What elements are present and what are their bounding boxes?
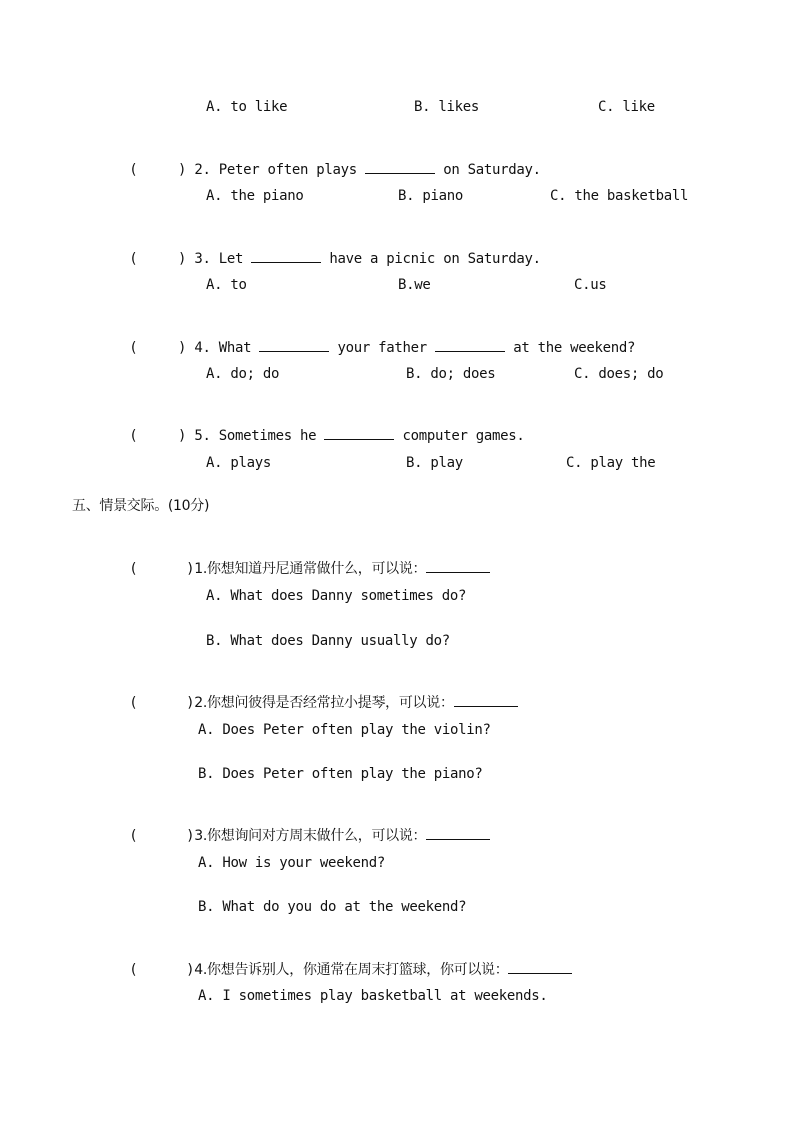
s3-option-a: A. How is your weekend? <box>198 855 385 871</box>
situation-1 <box>113 542 490 578</box>
question-text: What <box>218 340 252 356</box>
s2-option-b: B. Does Peter often play the piano? <box>198 766 483 782</box>
q2-option-b: B. piano <box>398 188 464 204</box>
answer-blank[interactable] <box>251 250 321 263</box>
answer-paren[interactable]: ( ) <box>129 162 187 178</box>
question-number: 5. <box>194 428 211 444</box>
question-3 <box>113 232 541 268</box>
question-text: Peter often plays <box>218 162 357 178</box>
q5-option-b: B. play <box>406 455 463 471</box>
question-5 <box>113 409 524 445</box>
question-number: 3. <box>194 251 211 267</box>
s1-option-a: A. What does Danny sometimes do? <box>206 588 467 604</box>
q3-option-c: C.us <box>574 277 607 293</box>
situation-text: 4.你想告诉别人，你通常在周末打篮球，你可以说： <box>194 962 509 978</box>
q3-option-a: A. to <box>206 277 247 293</box>
q4-option-c: C. does; do <box>574 366 664 382</box>
answer-blank[interactable] <box>365 161 435 174</box>
answer-blank[interactable] <box>454 694 518 707</box>
situation-text: 1.你想知道丹尼通常做什么，可以说： <box>194 561 427 577</box>
situation-text: 3.你想询问对方周末做什么，可以说： <box>194 828 427 844</box>
answer-blank[interactable] <box>508 961 572 974</box>
q1-option-b: B. likes <box>414 99 480 115</box>
s3-option-b: B. What do you do at the weekend? <box>198 899 467 915</box>
answer-paren[interactable]: ( ) <box>129 828 195 844</box>
answer-paren[interactable]: ( ) <box>129 428 187 444</box>
question-text: on Saturday. <box>443 162 541 178</box>
question-number: 2. <box>194 162 211 178</box>
situation-3 <box>113 809 490 845</box>
answer-paren[interactable]: ( ) <box>129 962 195 978</box>
s2-option-a: A. Does Peter often play the violin? <box>198 722 491 738</box>
question-number: 4. <box>194 340 211 356</box>
q3-option-b: B.we <box>398 277 431 293</box>
q1-option-a: A. to like <box>206 99 288 115</box>
situation-text: 2.你想问彼得是否经常拉小提琴，可以说： <box>194 695 454 711</box>
section-5-heading: 五、情景交际。(10分) <box>72 498 210 514</box>
q4-option-a: A. do; do <box>206 366 280 382</box>
answer-blank[interactable] <box>324 427 394 440</box>
q1-option-c: C. like <box>598 99 655 115</box>
answer-blank[interactable] <box>435 339 505 352</box>
answer-paren[interactable]: ( ) <box>129 561 195 577</box>
answer-paren[interactable]: ( ) <box>129 340 187 356</box>
question-text: Sometimes he <box>218 428 317 444</box>
question-text: your father <box>337 340 427 356</box>
s1-option-b: B. What does Danny usually do? <box>206 633 450 649</box>
question-4 <box>113 321 635 357</box>
q5-option-c: C. play the <box>566 455 656 471</box>
question-text: Let <box>218 251 244 267</box>
answer-blank[interactable] <box>259 339 329 352</box>
q2-option-a: A. the piano <box>206 188 304 204</box>
answer-blank[interactable] <box>426 560 490 573</box>
situation-4 <box>113 943 572 979</box>
question-2 <box>113 143 541 179</box>
answer-blank[interactable] <box>426 827 490 840</box>
situation-2 <box>113 676 518 712</box>
q5-option-a: A. plays <box>206 455 272 471</box>
question-text: have a picnic on Saturday. <box>329 251 541 267</box>
q2-option-c: C. the basketball <box>550 188 689 204</box>
question-text: at the weekend? <box>513 340 636 356</box>
q4-option-b: B. do; does <box>406 366 496 382</box>
s4-option-a: A. I sometimes play basketball at weekends. <box>198 988 548 1004</box>
question-text: computer games. <box>402 428 525 444</box>
answer-paren[interactable]: ( ) <box>129 695 195 711</box>
answer-paren[interactable]: ( ) <box>129 251 187 267</box>
